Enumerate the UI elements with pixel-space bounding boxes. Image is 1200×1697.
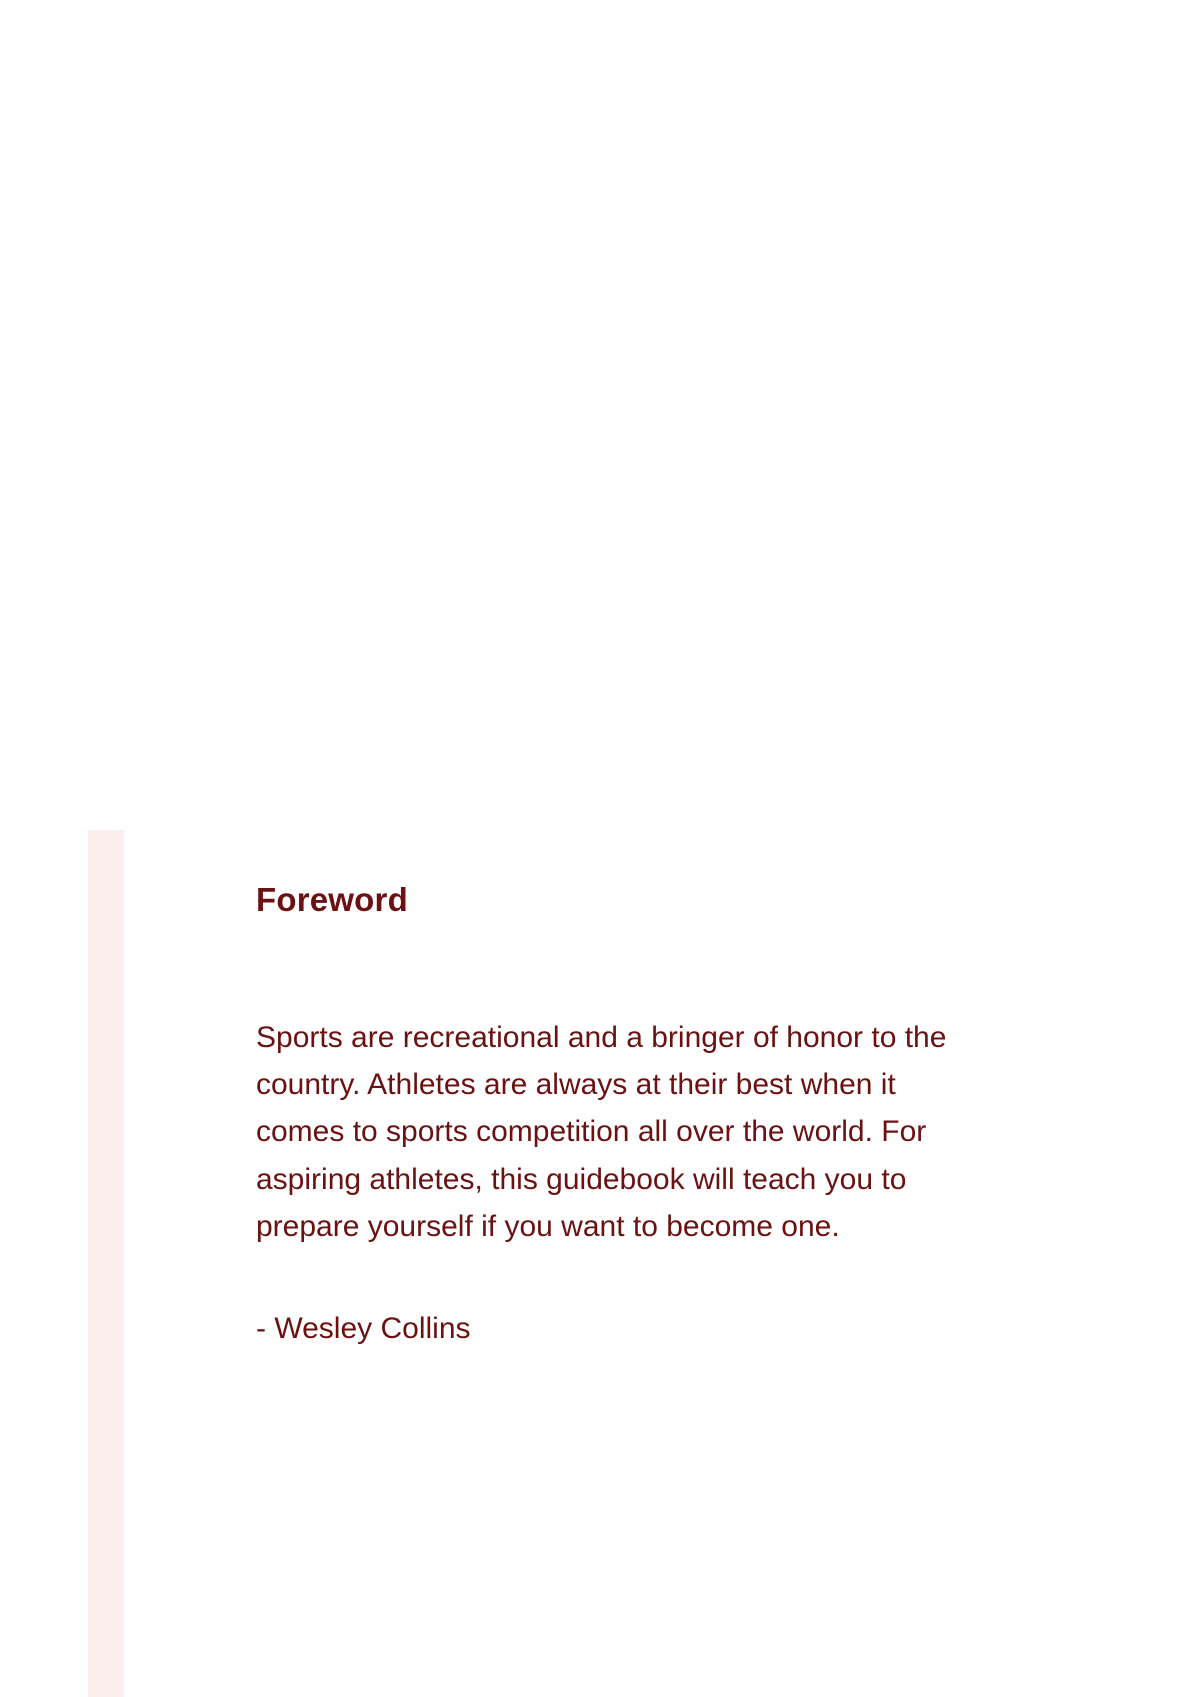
foreword-content-block [256,880,956,1351]
page-title: Foreword [256,881,408,918]
foreword-body-paragraph: Sports are recreational and a bringer of honor to the country. Athletes are always at their best when it comes to sports competition all over the world. For aspiring athletes, this guidebook will teach you to prepare yourself if you want to become one. [256,1020,947,1244]
author-signature: - Wesley Collins [256,1311,471,1345]
left-accent-bar [88,830,124,1697]
